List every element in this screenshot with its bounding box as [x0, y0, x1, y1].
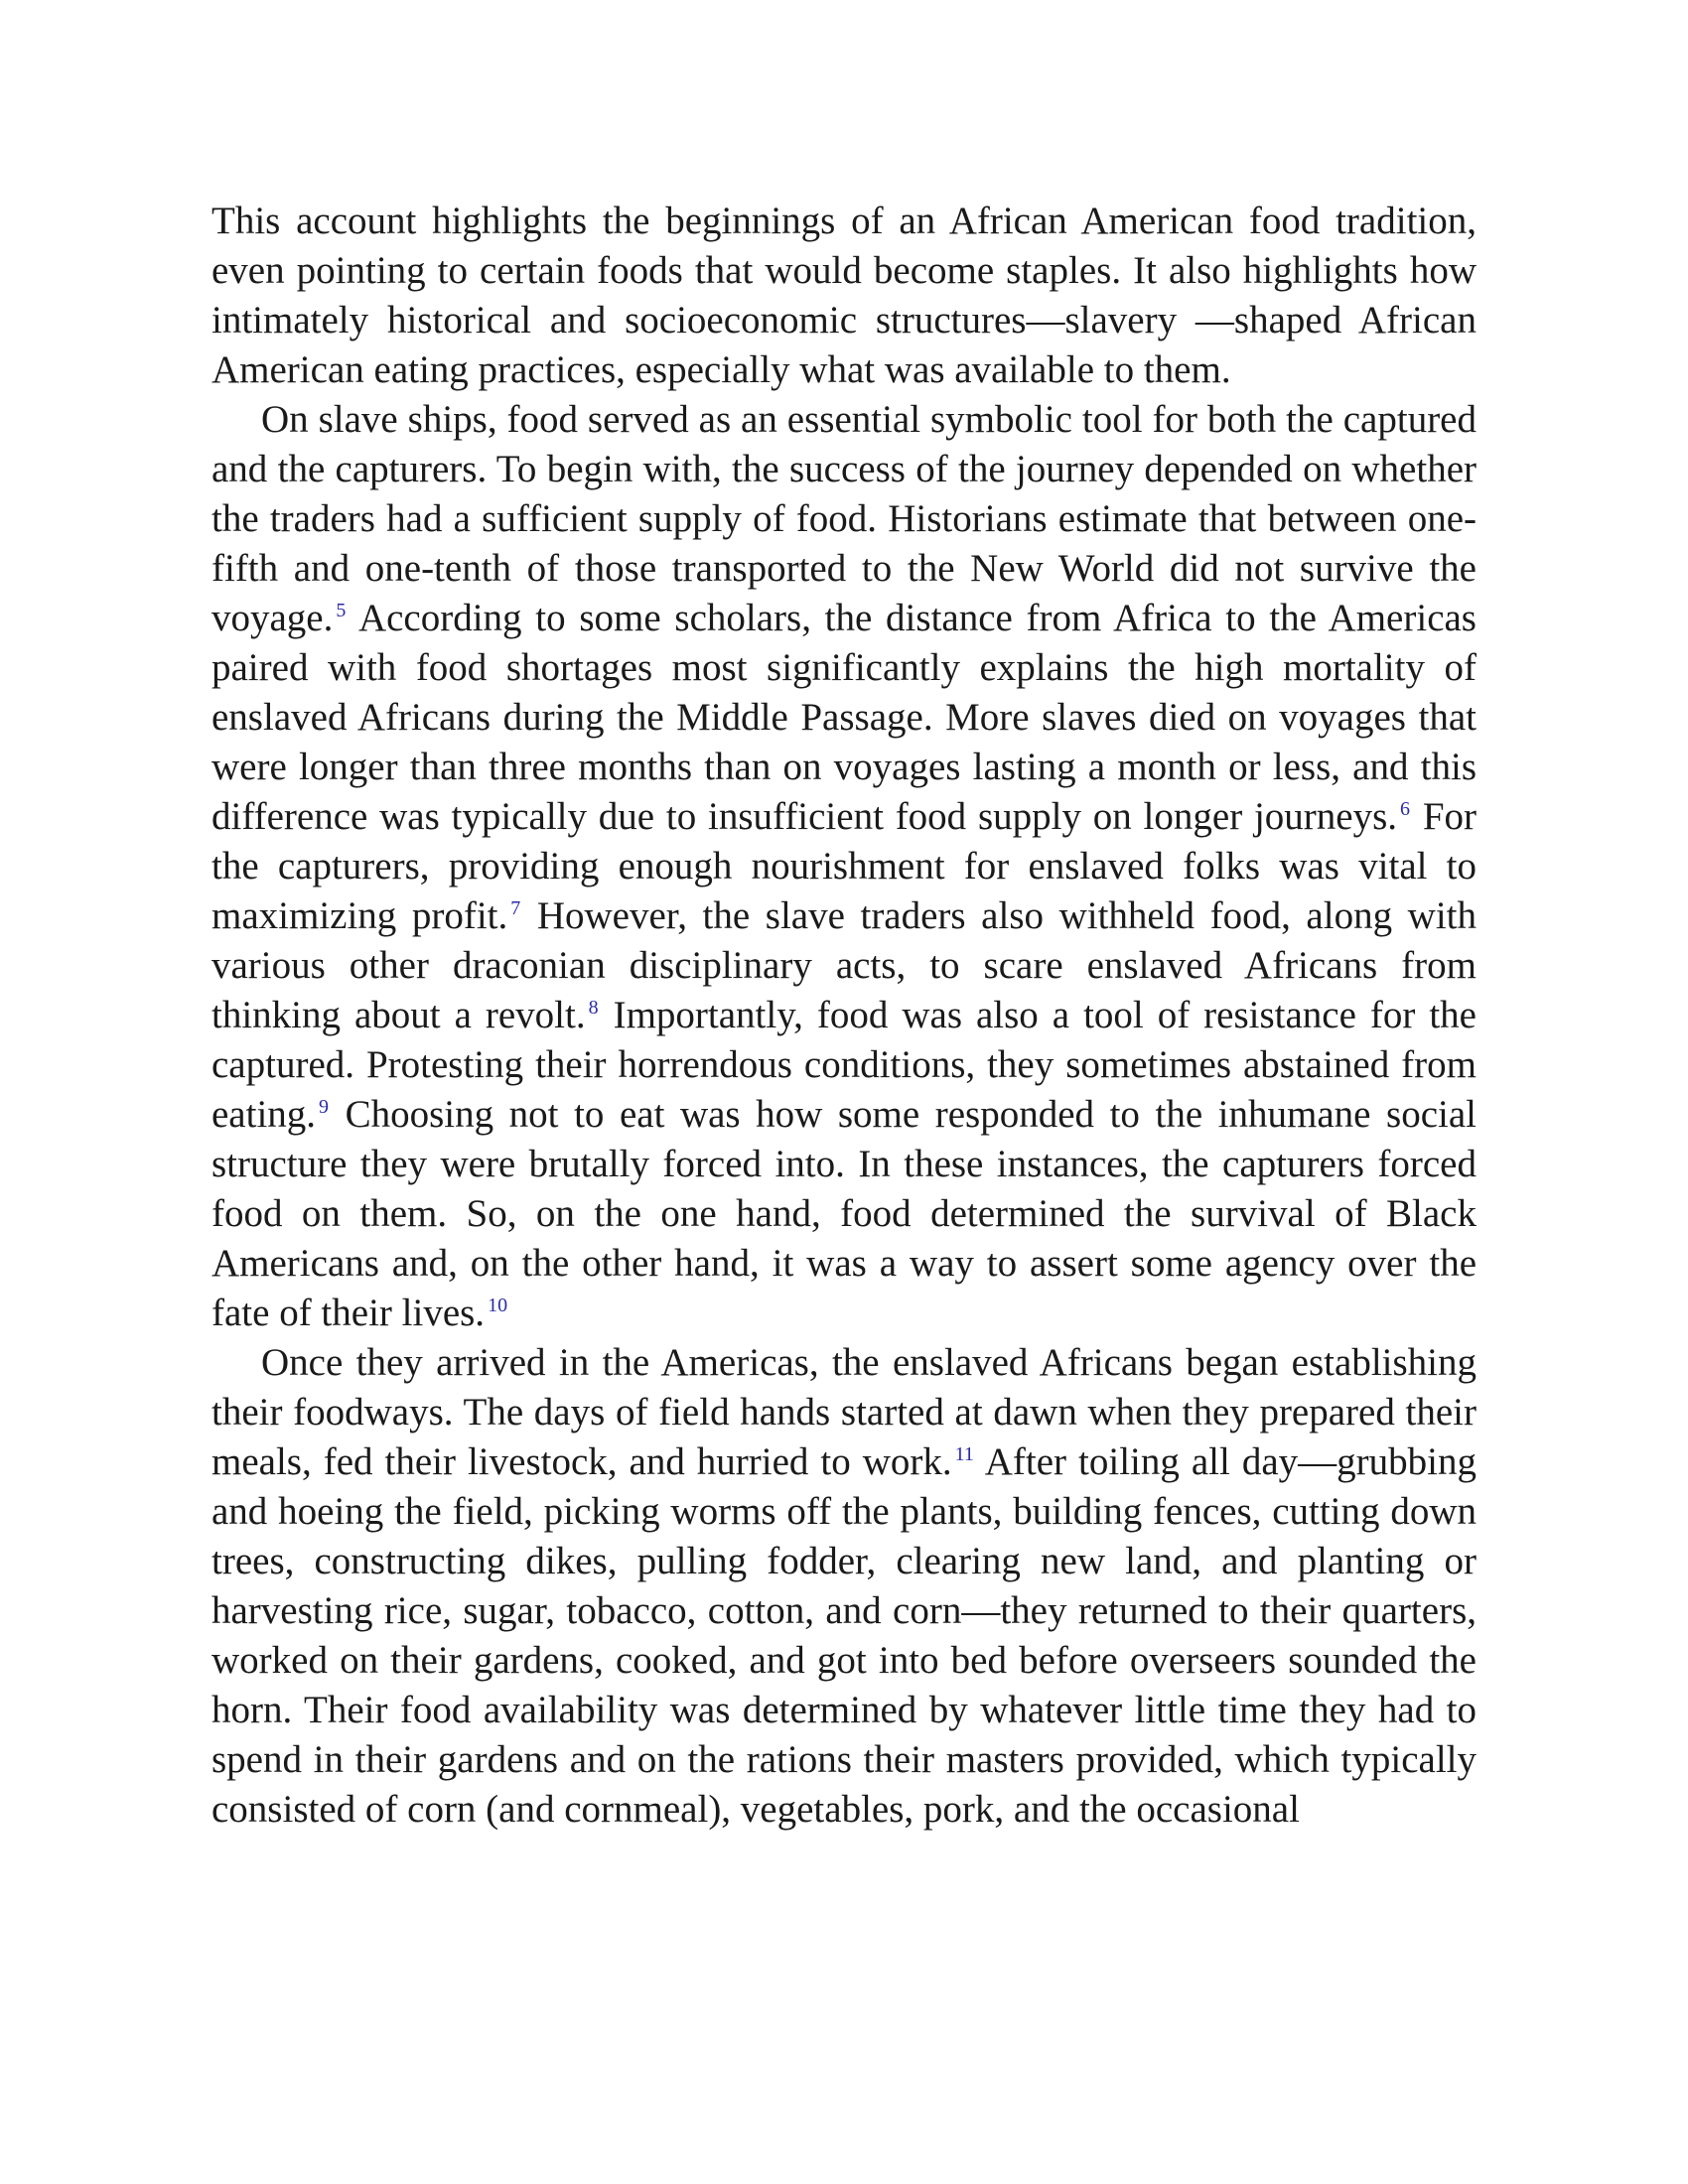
paragraph-text: On slave ships, food served as an essential symbolic tool for both the captured and the capturers. To begin with, the success of the journey depended on whether the traders had a sufficient supply of food. Historians estimate that between one-fifth and one-tenth of those transported to the New World did not survive the voyage. — [211, 398, 1477, 639]
footnote-ref-6[interactable]: 6 — [1400, 798, 1411, 820]
paragraph-text: For the capturers, providing enough nourishment for enslaved folks was vital to maximizing profit. — [211, 795, 1477, 937]
footnote-ref-8[interactable]: 8 — [588, 997, 599, 1019]
footnote-ref-10[interactable]: 10 — [488, 1295, 508, 1316]
paragraph-1 — [211, 197, 1477, 395]
footnote-ref-7[interactable]: 7 — [510, 897, 521, 919]
paragraph-3 — [211, 1338, 1477, 1835]
footnote-ref-9[interactable]: 9 — [319, 1096, 330, 1118]
paragraph-text: Choosing not to eat was how some responded to the inhumane social structure they were brutally forced into. In these instances, the capturers forced food on them. So, on the one hand, food determined the survival of Black Americans and, on the other hand, it was a way to assert some agency over the fate of their lives. — [211, 1093, 1477, 1334]
footnote-ref-11[interactable]: 11 — [954, 1443, 974, 1465]
footnote-ref-5[interactable]: 5 — [336, 600, 347, 621]
page-body — [211, 197, 1477, 1835]
paragraph-text: Importantly, food was also a tool of resistance for the captured. Protesting their horrendous conditions, they sometimes abstained from eating. — [211, 994, 1477, 1136]
paragraph-text: This account highlights the beginnings of an African American food tradition, even pointing to certain foods that would become staples. It also highlights how intimately historical and socioeconomic structures—slavery —shaped African American eating practices, especially what was available to them. — [211, 200, 1477, 391]
paragraph-text: However, the slave traders also withheld food, along with various other draconian disciplinary acts, to scare enslaved Africans from thinking about a revolt. — [211, 894, 1477, 1036]
paragraph-text: After toiling all day—grubbing and hoeing the field, picking worms off the plants, building fences, cutting down trees, constructing dikes, pulling fodder, clearing new land, and planting or harvesting rice, sugar, tobacco, cotton, and corn—they returned to their quarters, worked on their gardens, cooked, and got into bed before overseers sounded the horn. Their food availability was determined by whatever little time they had to spend in their gardens and on the rations their masters provided, which typically consisted of corn (and cornmeal), vegetables, pork, and the occasional — [211, 1440, 1477, 1831]
paragraph-text: According to some scholars, the distance from Africa to the Americas paired with food shortages most significantly explains the high mortality of enslaved Africans during the Middle Passage. More slaves died on voyages that were longer than three months than on voyages lasting a month or less, and this difference was typically due to insufficient food supply on longer journeys. — [211, 597, 1477, 838]
paragraph-text: Once they arrived in the Americas, the enslaved Africans began establishing their foodways. The days of field hands started at dawn when they prepared their meals, fed their livestock, and hurried to work. — [211, 1341, 1477, 1483]
paragraph-2 — [211, 395, 1477, 1338]
